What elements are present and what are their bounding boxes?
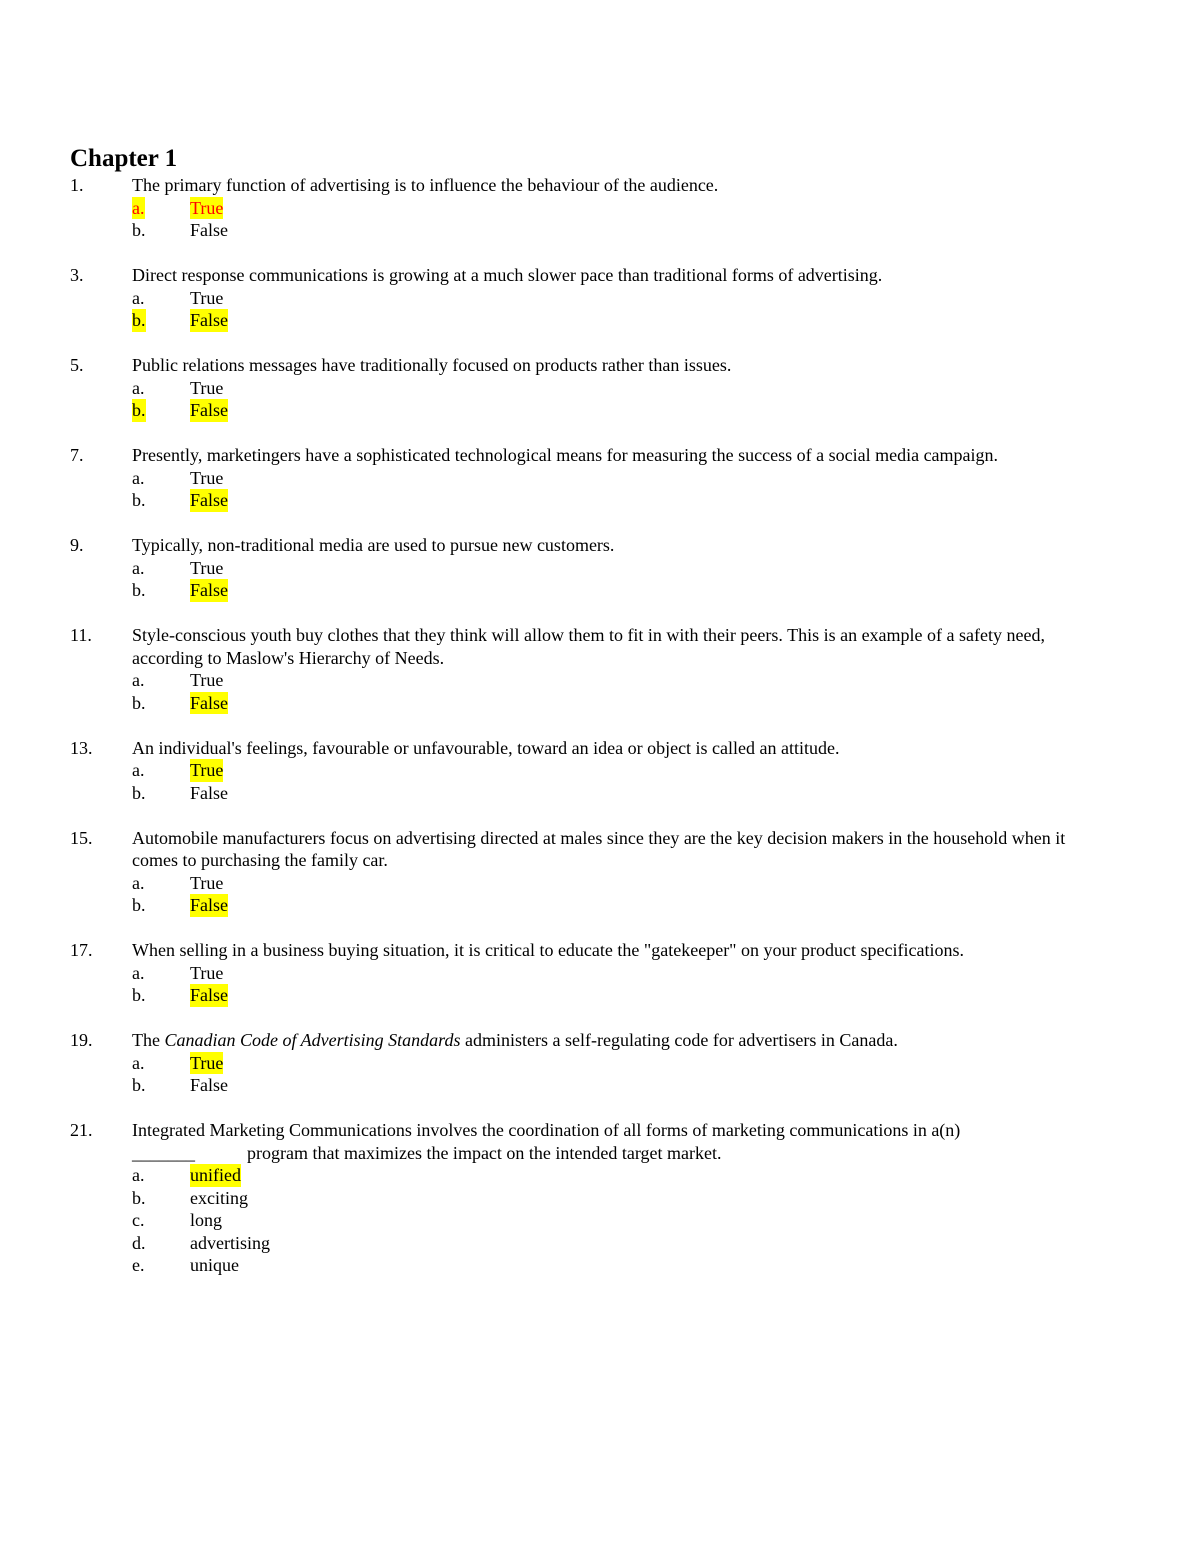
question-number: 17. [70,940,93,960]
question-17 [0,939,1200,1007]
question-list [0,174,1200,1299]
question-13 [0,737,1200,805]
question-number: 1. [70,175,84,195]
option-text: False [190,580,228,600]
option-letter: a. [132,1165,145,1185]
option-a [0,377,1200,400]
option-text: False [190,220,228,240]
option-text: True [190,287,224,308]
question-text-line-1: Integrated Marketing Communications involves the coordination of all forms of marketing communications in a(n) [132,1120,961,1140]
option-a [0,467,1200,490]
option-text: False [190,310,228,330]
option-letter: b. [132,782,146,803]
option-letter: b. [132,692,146,713]
question-21 [0,1119,1200,1277]
option-letter: b. [132,1187,146,1208]
option-text: unique [190,1255,239,1275]
question-11 [0,624,1200,714]
option-b [0,399,1200,422]
option-letter: e. [132,1255,145,1275]
question-number: 15. [70,827,93,848]
option-text: True [190,1052,224,1073]
question-text: Automobile manufacturers focus on advertising directed at males since they are the key decision makers in the household when it comes to purchasing the family car. [132,827,1066,870]
question-15 [0,827,1200,917]
option-b [0,309,1200,332]
option-text: long [190,1210,223,1230]
option-text: False [190,490,228,510]
question-text: An individual's feelings, favourable or unfavourable, toward an idea or object is called an attitude. [132,737,840,758]
question-number: 5. [70,355,84,375]
option-letter: d. [132,1232,146,1253]
question-text-line-2 [132,1142,1092,1165]
option-letter: b. [132,895,146,915]
question-text [132,1119,1092,1164]
question-text: Public relations messages have traditionally focused on products rather than issues. [132,355,732,375]
option-letter: a. [132,1052,145,1073]
option-b [0,1074,1200,1097]
question-text: When selling in a business buying situation, it is critical to educate the "gatekeeper" on your product specifications. [132,940,964,960]
option-letter: b. [132,1075,146,1095]
option-b [0,692,1200,715]
question-5 [0,354,1200,422]
option-text: advertising [190,1232,270,1253]
option-text: False [190,985,228,1005]
option-a [0,872,1200,895]
option-a [0,287,1200,310]
option-text: True [190,197,224,218]
question-text: Direct response communications is growing at a much slower pace than traditional forms of advertising. [132,265,883,285]
option-b [0,1187,1200,1210]
option-text: True [190,377,224,398]
option-e [0,1254,1200,1277]
question-text: The primary function of advertising is to influence the behaviour of the audience. [132,175,719,195]
question-text: Presently, marketingers have a sophisticated technological means for measuring the success of a social media campaign. [132,445,999,465]
option-text: True [190,962,224,983]
option-letter: b. [132,310,146,330]
option-a [0,1164,1200,1187]
question-text-before: The [132,1030,165,1050]
option-letter: b. [132,490,146,510]
option-text: True [190,557,224,578]
question-7 [0,444,1200,512]
option-letter: c. [132,1210,145,1230]
option-letter: b. [132,580,146,600]
option-b [0,894,1200,917]
option-b [0,579,1200,602]
option-a [0,759,1200,782]
option-letter: a. [132,872,145,893]
option-letter: a. [132,467,145,488]
question-number: 9. [70,535,84,555]
question-19 [0,1029,1200,1097]
option-text: unified [190,1165,241,1185]
option-letter: b. [132,985,146,1005]
option-b [0,219,1200,242]
option-text: True [190,872,224,893]
option-c [0,1209,1200,1232]
question-1 [0,174,1200,242]
question-number: 21. [70,1120,93,1140]
option-text: exciting [190,1187,248,1208]
option-text: False [190,692,228,713]
option-b [0,489,1200,512]
option-text: False [190,400,228,420]
option-text: True [190,670,224,690]
option-letter: b. [132,220,146,240]
publication-title: Canadian Code of Advertising Standards [164,1030,461,1050]
option-a [0,669,1200,692]
question-number: 13. [70,737,93,758]
option-letter: b. [132,400,146,420]
option-letter: a. [132,287,145,308]
option-letter: a. [132,557,145,578]
option-letter: a. [132,377,145,398]
option-a [0,197,1200,220]
option-text: True [190,467,224,488]
option-text: False [190,895,228,915]
option-b [0,984,1200,1007]
question-text-after: administers a self-regulating code for advertisers in Canada. [460,1030,898,1050]
option-d [0,1232,1200,1255]
option-text: True [190,760,224,780]
question-number: 7. [70,445,84,465]
option-letter: a. [132,760,145,780]
option-letter: a. [132,197,145,218]
option-a [0,557,1200,580]
question-number: 3. [70,265,84,285]
question-number: 19. [70,1030,93,1050]
option-a [0,1052,1200,1075]
question-text-continued: program that maximizes the impact on the intended target market. [247,1142,722,1163]
question-9 [0,534,1200,602]
option-text: False [190,782,228,803]
chapter-title: Chapter 1 [70,145,178,172]
question-3 [0,264,1200,332]
option-a [0,962,1200,985]
option-text: False [190,1075,228,1095]
question-text: Typically, non-traditional media are used to pursue new customers. [132,535,615,555]
option-b [0,782,1200,805]
question-number: 11. [70,625,92,645]
fill-in-blank: _______ [132,1142,195,1163]
option-letter: a. [132,670,145,690]
question-text [132,1029,1092,1052]
option-letter: a. [132,962,145,983]
question-text: Style-conscious youth buy clothes that they think will allow them to fit in with their peers. This is an example of a safety need, according to Maslow's Hierarchy of Needs. [132,625,1045,668]
